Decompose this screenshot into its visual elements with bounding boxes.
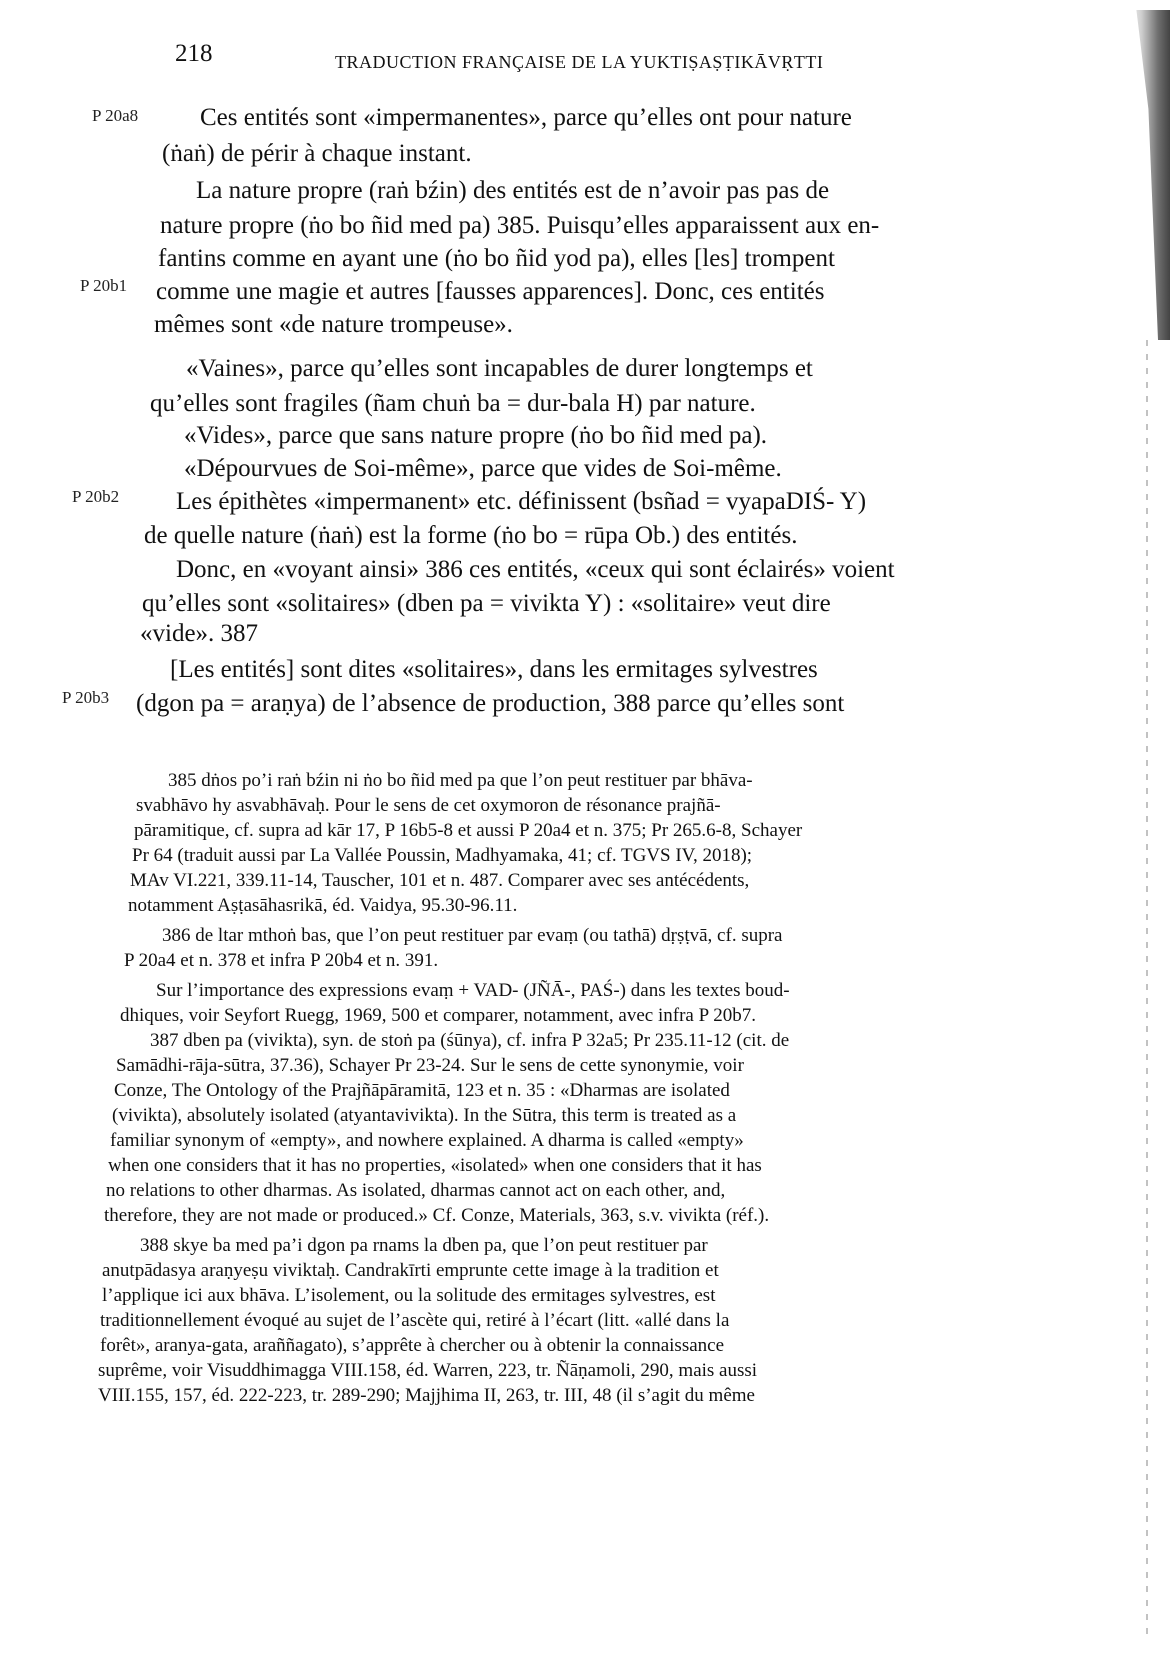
body-line: «Vaines», parce qu’elles sont incapables de durer longtemps et [186, 355, 813, 382]
margin-ref: P 20b2 [72, 487, 120, 506]
footnote-line: 385 dṅos po’i raṅ bźin ni ṅo bo ñid med pa que l’on peut restituer par bhāva- [168, 770, 753, 791]
body-line: nature propre (ṅo bo ñid med pa) 385. Puisqu’elles apparaissent aux en- [160, 212, 880, 239]
body-line: de quelle nature (ṅaṅ) est la forme (ṅo bo = rūpa Ob.) des entités. [144, 522, 798, 549]
footnote-line: dhiques, voir Seyfort Ruegg, 1969, 500 et comparer, notamment, avec infra P 20b7. [120, 1005, 756, 1026]
body-line: [Les entités] sont dites «solitaires», dans les ermitages sylvestres [170, 656, 818, 683]
footnote-line: anutpādasya araṇyeṣu viviktaḥ. Candrakīrti emprunte cette image à la tradition et [102, 1260, 719, 1281]
footnote-line: therefore, they are not made or produced.» Cf. Conze, Materials, 363, s.v. vivikta (réf.). [104, 1205, 770, 1226]
footnote-line: forêt», aranya-gata, araññagato), s’apprête à chercher ou à obtenir la connaissance [100, 1335, 725, 1356]
footnote-line: suprême, voir Visuddhimagga VIII.158, éd. Warren, 223, tr. Ñāṇamoli, 290, mais aussi [98, 1360, 758, 1381]
footnote-line: 386 de ltar mthoṅ bas, que l’on peut restituer par evaṃ (ou tathā) dṛṣṭvā, cf. supra [162, 925, 783, 946]
running-title: TRADUCTION FRANÇAISE DE LA YUKTIṢAṢṬIKĀVṚTTI [335, 52, 824, 72]
footnote-line: Pr 64 (traduit aussi par La Vallée Poussin, Madhyamaka, 41; cf. TGVS IV, 2018); [132, 845, 753, 866]
body-line: fantins comme en ayant une (ṅo bo ñid yod pa), elles [les] trompent [158, 245, 835, 272]
footnote-line: 388 skye ba med pa’i dgon pa rnams la dben pa, que l’on peut restituer par [140, 1235, 708, 1256]
margin-ref: P 20a8 [92, 106, 139, 125]
footnote-line: MAv VI.221, 339.11-14, Tauscher, 101 et n. 487. Comparer avec ses antécédents, [130, 870, 750, 891]
footnote-line: no relations to other dharmas. As isolated, dharmas cannot act on each other, and, [106, 1180, 726, 1201]
margin-ref: P 20b3 [62, 688, 110, 707]
scan-edge-line [1146, 340, 1148, 1640]
body-line: Donc, en «voyant ainsi» 386 ces entités, «ceux qui sont éclairés» voient [176, 556, 895, 583]
body-line: qu’elles sont fragiles (ñam chuṅ ba = dur-bala H) par nature. [150, 390, 756, 417]
body-line: (ṅaṅ) de périr à chaque instant. [162, 140, 472, 167]
scan-edge-shadow [1122, 10, 1170, 340]
footnote-line: pāramitique, cf. supra ad kār 17, P 16b5-8 et aussi P 20a4 et n. 375; Pr 265.6-8, Schayer [134, 820, 803, 841]
page-number: 218 [175, 40, 213, 67]
body-line: mêmes sont «de nature trompeuse». [154, 311, 513, 338]
footnote-line: (vivikta), absolutely isolated (atyantavivikta). In the Sūtra, this term is treated as a [112, 1105, 737, 1126]
footnote-line: 387 dben pa (vivikta), syn. de stoṅ pa (śūnya), cf. infra P 32a5; Pr 235.11-12 (cit. de [150, 1030, 790, 1051]
footnote-line: svabhāvo hy asvabhāvaḥ. Pour le sens de cet oxymoron de résonance prajñā- [136, 795, 721, 816]
body-line: «Vides», parce que sans nature propre (ṅo bo ñid med pa). [184, 422, 768, 449]
margin-ref: P 20b1 [80, 276, 128, 295]
footnote-line: Conze, The Ontology of the Prajñāpāramitā, 123 et n. 35 : «Dharmas are isolated [114, 1080, 730, 1101]
body-line: qu’elles sont «solitaires» (dben pa = vivikta Y) : «solitaire» veut dire [142, 590, 831, 617]
footnote-line: when one considers that it has no properties, «isolated» when one considers that it has [108, 1155, 762, 1176]
body-line: La nature propre (raṅ bźin) des entités est de n’avoir pas pas de [196, 177, 830, 204]
footnote-line: Samādhi-rāja-sūtra, 37.36), Schayer Pr 23-24. Sur le sens de cette synonymie, voir [116, 1055, 744, 1076]
body-line: Les épithètes «impermanent» etc. définissent (bsñad = vyapaDIŚ- Y) [176, 488, 867, 515]
footnote-line: Sur l’importance des expressions evaṃ + VAD- (JÑĀ-, PAŚ-) dans les textes boud- [156, 980, 790, 1001]
body-line: comme une magie et autres [fausses apparences]. Donc, ces entités [156, 278, 825, 305]
body-line: Ces entités sont «impermanentes», parce qu’elles ont pour nature [200, 104, 852, 131]
body-line: (dgon pa = araṇya) de l’absence de production, 388 parce qu’elles sont [136, 690, 845, 717]
footnote-line: VIII.155, 157, éd. 222-223, tr. 289-290; Majjhima II, 263, tr. III, 48 (il s’agit du même [98, 1385, 755, 1406]
footnote-line: traditionnellement évoqué au sujet de l’ascète qui, retiré à l’écart (litt. «allé dans la [100, 1310, 730, 1331]
footnote-line: P 20a4 et n. 378 et infra P 20b4 et n. 391. [124, 950, 439, 971]
footnote-line: familiar synonym of «empty», and nowhere explained. A dharma is called «empty» [110, 1130, 744, 1151]
footnote-line: l’applique ici aux bhāva. L’isolement, ou la solitude des ermitages sylvestres, est [102, 1285, 716, 1306]
body-line: «Dépourvues de Soi-même», parce que vides de Soi-même. [184, 455, 782, 482]
body-line: «vide». 387 [140, 620, 259, 647]
footnote-line: notamment Aṣṭasāhasrikā, éd. Vaidya, 95.30-96.11. [128, 895, 518, 916]
